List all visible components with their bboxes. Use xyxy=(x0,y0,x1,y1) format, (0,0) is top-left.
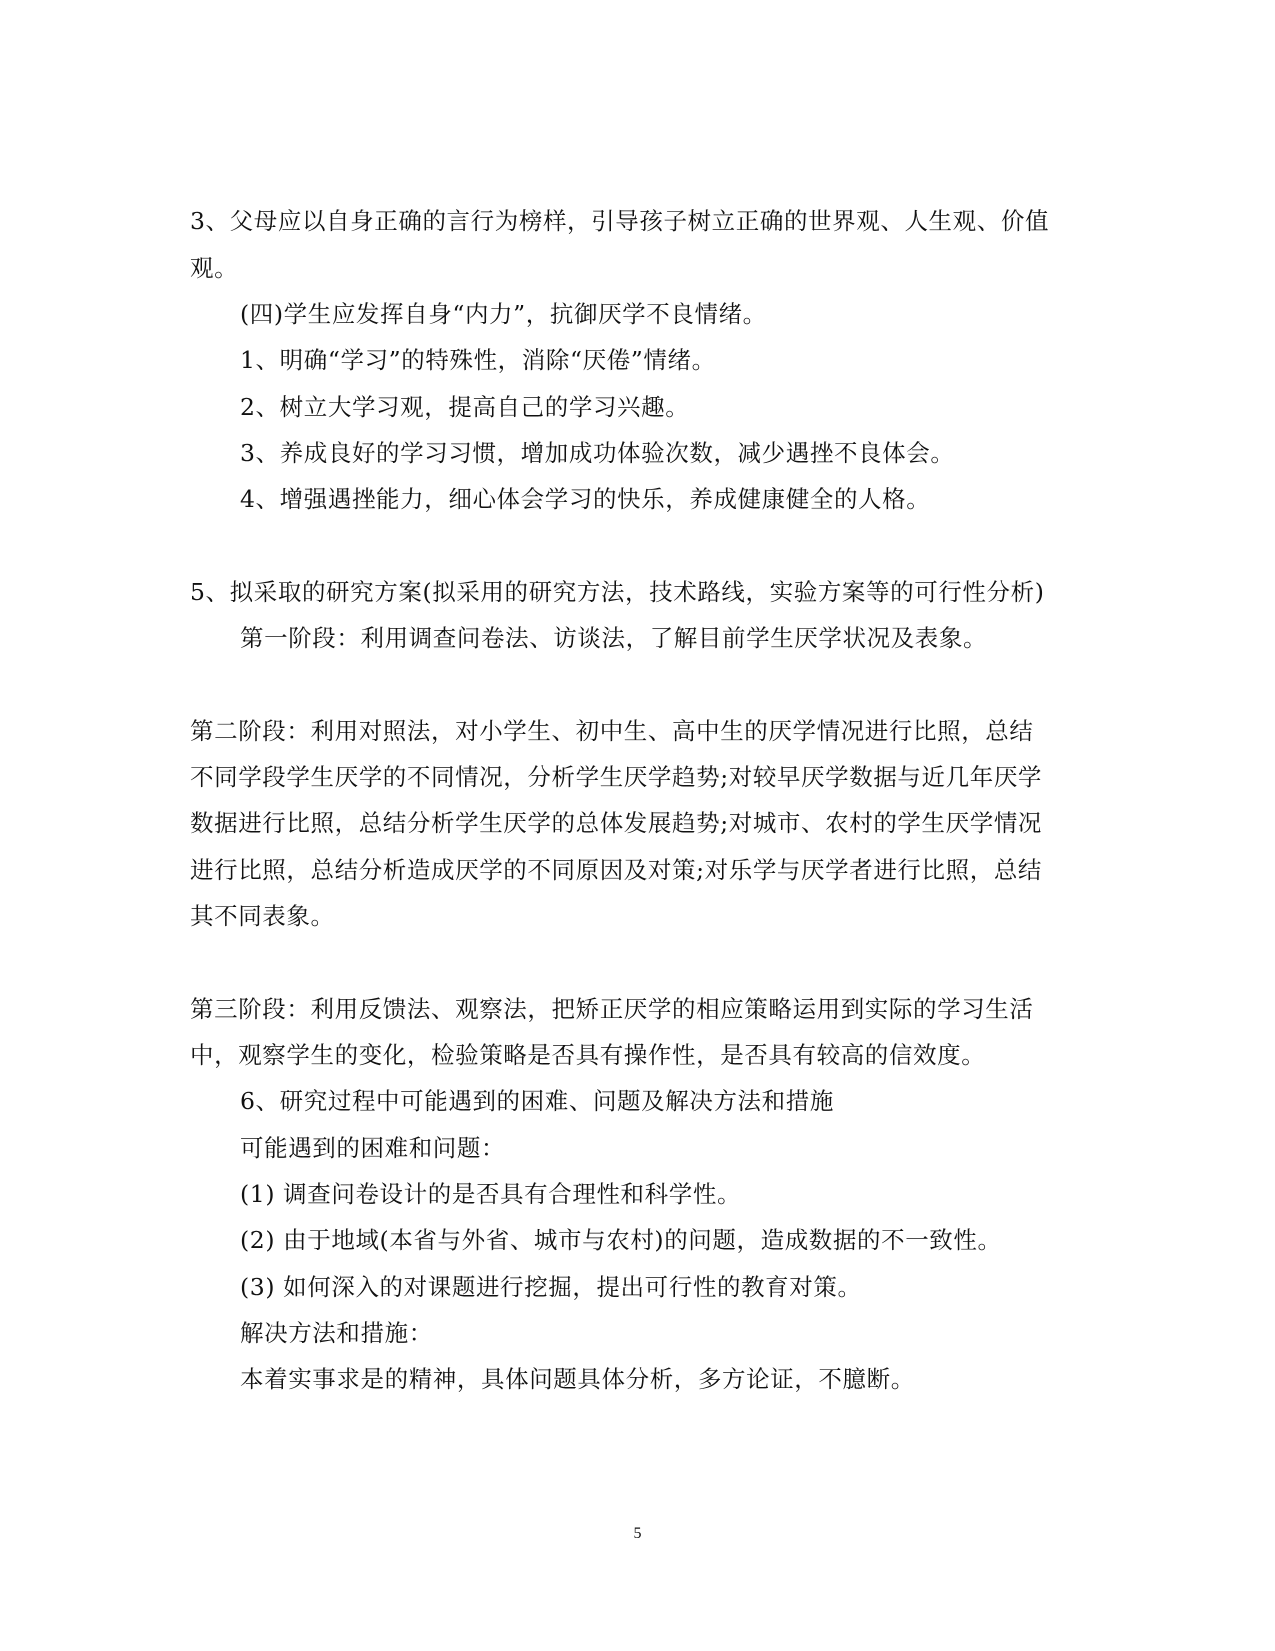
difficulty-item-2: (2) 由于地域(本省与外省、城市与农村)的问题，造成数据的不一致性。 xyxy=(240,1226,1002,1254)
list-item-4: 4、增强遇挫能力，细心体会学习的快乐，养成健康健全的人格。 xyxy=(240,485,931,513)
solutions-label: 解决方法和措施： xyxy=(240,1319,433,1347)
stage-two-line-3: 数据进行比照，总结分析学生厌学的总体发展趋势;对城市、农村的学生厌学情况 xyxy=(190,809,1043,837)
list-item-3: 3、养成良好的学习习惯，增加成功体验次数，减少遇挫不良体会。 xyxy=(240,439,955,467)
difficulty-item-3: (3) 如何深入的对课题进行挖掘，提出可行性的教育对策。 xyxy=(240,1273,862,1301)
solutions-text: 本着实事求是的精神，具体问题具体分析，多方论证，不臆断。 xyxy=(240,1365,915,1393)
stage-three-line-1: 第三阶段：利用反馈法、观察法，把矫正厌学的相应策略运用到实际的学习生活 xyxy=(190,995,1034,1023)
stage-two-line-5: 其不同表象。 xyxy=(190,902,335,930)
list-item-1: 1、明确“学习”的特殊性，消除“厌倦”情绪。 xyxy=(240,346,716,374)
page-number: 5 xyxy=(633,1525,642,1542)
stage-two-line-1: 第二阶段：利用对照法，对小学生、初中生、高中生的厌学情况进行比照，总结 xyxy=(190,717,1034,745)
section-heading-difficulties: 6、研究过程中可能遇到的困难、问题及解决方法和措施 xyxy=(240,1087,834,1115)
stage-two-line-4: 进行比照，总结分析造成厌学的不同原因及对策;对乐学与厌学者进行比照，总结 xyxy=(190,856,1043,884)
text-line-parent-example: 3、父母应以自身正确的言行为榜样，引导孩子树立正确的世界观、人生观、价值 xyxy=(190,207,1050,235)
stage-two-line-2: 不同学段学生厌学的不同情况，分析学生厌学趋势;对较早厌学数据与近几年厌学 xyxy=(190,763,1043,791)
stage-one: 第一阶段：利用调查问卷法、访谈法，了解目前学生厌学状况及表象。 xyxy=(240,624,988,652)
list-item-2: 2、树立大学习观，提高自己的学习兴趣。 xyxy=(240,393,690,421)
text-line-parent-example-cont: 观。 xyxy=(190,254,239,282)
difficulties-label: 可能遇到的困难和问题： xyxy=(240,1134,506,1162)
stage-three-line-2: 中，观察学生的变化，检验策略是否具有操作性，是否具有较高的信效度。 xyxy=(190,1041,986,1069)
difficulty-item-1: (1) 调查问卷设计的是否具有合理性和科学性。 xyxy=(240,1180,742,1208)
section-heading-student: (四)学生应发挥自身“内力”，抗御厌学不良情绪。 xyxy=(240,300,767,328)
section-heading-research-plan: 5、拟采取的研究方案(拟采用的研究方法，技术路线，实验方案等的可行性分析) xyxy=(190,578,1045,606)
